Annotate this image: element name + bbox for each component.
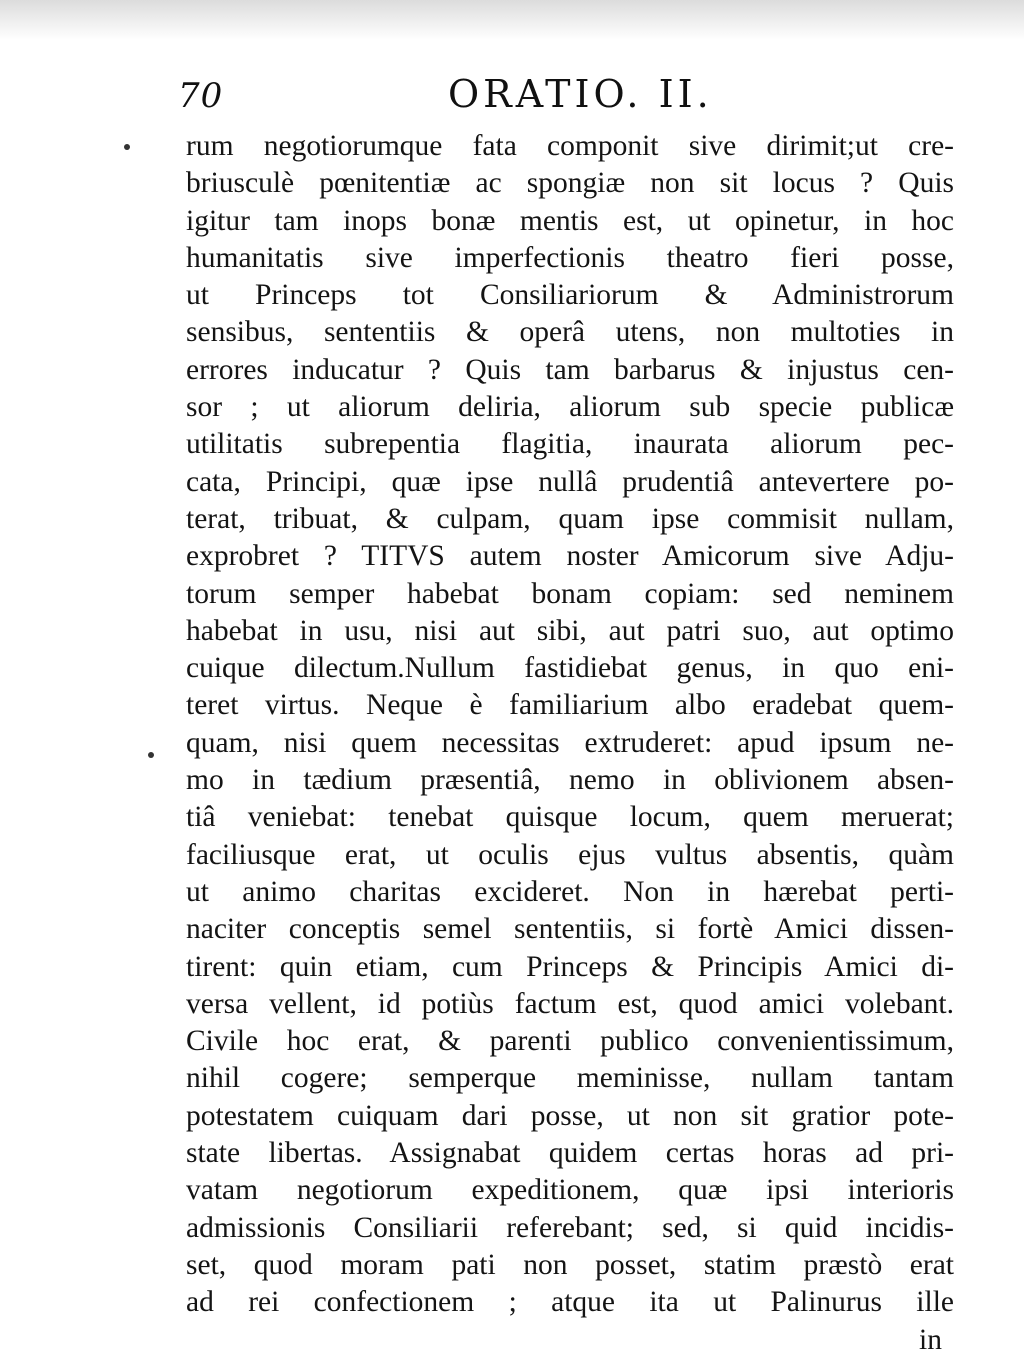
text-line: state libertas. Assignabat quidem certas horas ad pri-: [186, 1137, 954, 1170]
text-line: rum negotiorumque fata componit sive dirimit;ut cre-: [186, 130, 954, 162]
scan-shadow: [0, 0, 1024, 40]
text-line: Civile hoc erat, & parenti publico convenientissimum,: [186, 1025, 954, 1058]
text-line: tirent: quin etiam, cum Princeps & Principis Amici di-: [186, 950, 954, 983]
text-line: humanitatis sive imperfectionis theatro fieri posse,: [186, 241, 954, 274]
text-line: sor ; ut aliorum deliria, aliorum sub specie publicæ: [186, 391, 954, 424]
text-line: set, quod moram pati non posset, statim præstò erat: [186, 1248, 954, 1281]
text-line: nihil cogere; semperque meminisse, nullam tantam: [186, 1062, 954, 1095]
margin-mark: [124, 144, 130, 150]
text-line: igitur tam inops bonæ mentis est, ut opinetur, in hoc: [186, 204, 954, 237]
catchword: in: [919, 1323, 942, 1356]
text-line: vatam negotiorum expeditionem, quæ ipsi interioris: [186, 1174, 954, 1207]
text-line: cuique dilectum.Nullum fastidiebat genus, in quo eni-: [186, 652, 954, 685]
text-line: cata, Principi, quæ ipse nullâ prudentiâ antevertere po-: [186, 465, 954, 498]
text-line: sensibus, sententiis & operâ utens, non multoties in: [186, 316, 954, 349]
text-line: naciter conceptis semel sententiis, si fortè Amici dissen-: [186, 913, 954, 946]
text-line: potestatem cuiquam dari posse, ut non sit gratior pote-: [186, 1099, 954, 1132]
text-line: exprobret ? TITVS autem noster Amicorum sive Adju-: [186, 540, 954, 573]
text-line: tiâ veniebat: tenebat quisque locum, quem meruerat;: [186, 801, 954, 834]
margin-mark: [148, 752, 154, 758]
text-line: terat, tribuat, & culpam, quam ipse commisit nullam,: [186, 502, 954, 535]
text-line: versa vellent, id potiùs factum est, quod amici volebant.: [186, 987, 954, 1020]
text-line: ad rei confectionem ; atque ita ut Palinurus ille: [186, 1286, 954, 1319]
page-number: 70: [178, 76, 224, 116]
running-title: ORATIO. II.: [448, 72, 713, 116]
text-line: habebat in usu, nisi aut sibi, aut patri suo, aut optimo: [186, 614, 954, 647]
text-line: faciliusque erat, ut oculis ejus vultus absentis, quàm: [186, 838, 954, 871]
text-line: mo in tædium præsentiâ, nemo in oblivionem absen-: [186, 764, 954, 797]
text-line: errores inducatur ? Quis tam barbarus & injustus cen-: [186, 353, 954, 386]
text-line: ut animo charitas excideret. Non in hærebat perti-: [186, 875, 954, 908]
text-line: briusculè pœnitentiæ ac spongiæ non sit locus ? Quis: [186, 167, 954, 200]
text-line: utilitatis subrepentia flagitia, inaurata aliorum pec-: [186, 428, 954, 461]
text-line: admissionis Consiliarii referebant; sed, si quid incidis-: [186, 1211, 954, 1244]
text-line: ut Princeps tot Consiliariorum & Administrorum: [186, 279, 954, 312]
text-line: quam, nisi quem necessitas extruderet: apud ipsum ne-: [186, 726, 954, 759]
text-line: torum semper habebat bonam copiam: sed neminem: [186, 577, 954, 610]
text-line: teret virtus. Neque è familiarium albo eradebat quem-: [186, 689, 954, 722]
body-text: [186, 128, 954, 1359]
page-header: [178, 72, 738, 122]
